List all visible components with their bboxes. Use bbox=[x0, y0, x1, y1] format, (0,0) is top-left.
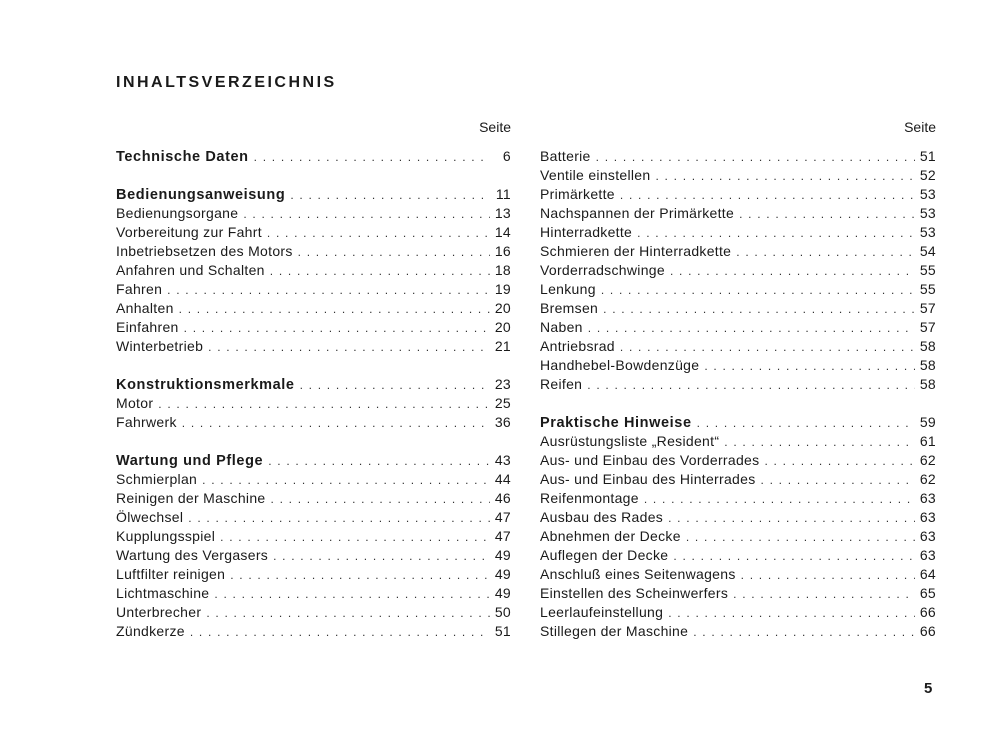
toc-entry-page: 58 bbox=[919, 376, 936, 392]
dot-leader bbox=[214, 585, 489, 604]
toc-entry-label: Einfahren bbox=[116, 319, 179, 335]
toc-entry-page: 46 bbox=[494, 490, 511, 506]
toc-entry-label: Praktische Hinweise bbox=[540, 415, 692, 431]
toc-entry bbox=[116, 242, 511, 261]
toc-entry bbox=[540, 375, 936, 394]
toc-entry bbox=[116, 489, 511, 508]
toc-entry bbox=[540, 584, 936, 603]
dot-leader bbox=[182, 414, 490, 433]
toc-entry-page: 18 bbox=[494, 262, 511, 278]
toc-entry-label: Ausrüstungsliste „Resident“ bbox=[540, 433, 720, 449]
toc-entry-label: Schmieren der Hinterradkette bbox=[540, 243, 732, 259]
toc-entry-label: Leerlaufeinstellung bbox=[540, 604, 664, 620]
toc-entry-page: 43 bbox=[494, 452, 511, 468]
toc-section-heading bbox=[540, 413, 936, 432]
dot-leader bbox=[670, 262, 915, 281]
dot-leader bbox=[601, 281, 915, 300]
dot-leader bbox=[603, 300, 915, 319]
dot-leader bbox=[220, 528, 490, 547]
toc-entry-label: Motor bbox=[116, 395, 154, 411]
toc-entry-page: 51 bbox=[919, 148, 936, 164]
toc-entry-label: Lichtmaschine bbox=[116, 585, 210, 601]
toc-entry-label: Nachspannen der Primärkette bbox=[540, 205, 735, 221]
toc-entry-page: 53 bbox=[919, 186, 936, 202]
toc-entry bbox=[540, 185, 936, 204]
dot-leader bbox=[206, 604, 490, 623]
dot-leader bbox=[739, 205, 915, 224]
toc-entry-page: 54 bbox=[919, 243, 936, 259]
toc-entry-page: 23 bbox=[494, 376, 511, 392]
toc-entry-page: 20 bbox=[494, 319, 511, 335]
dot-leader bbox=[190, 623, 490, 642]
toc-section-heading bbox=[116, 185, 511, 204]
dot-leader bbox=[208, 338, 490, 357]
dot-leader bbox=[741, 566, 915, 585]
toc-entry-label: Stillegen der Maschine bbox=[540, 623, 689, 639]
dot-leader bbox=[637, 224, 915, 243]
toc-entry-page: 62 bbox=[919, 452, 936, 468]
toc-entry-page: 66 bbox=[919, 604, 936, 620]
toc-entry-page: 59 bbox=[919, 414, 936, 430]
toc-entry-page: 66 bbox=[919, 623, 936, 639]
toc-entry bbox=[540, 242, 936, 261]
toc-entry bbox=[540, 508, 936, 527]
dot-leader bbox=[298, 243, 490, 262]
section-spacer bbox=[116, 166, 511, 185]
dot-leader bbox=[230, 566, 490, 585]
toc-entry bbox=[540, 432, 936, 451]
dot-leader bbox=[596, 148, 915, 167]
toc-entry-label: Ölwechsel bbox=[116, 509, 184, 525]
toc-entry bbox=[540, 280, 936, 299]
toc-entry-page: 19 bbox=[494, 281, 511, 297]
toc-entry-page: 52 bbox=[919, 167, 936, 183]
toc-entry bbox=[116, 280, 511, 299]
dot-leader bbox=[158, 395, 490, 414]
dot-leader bbox=[668, 604, 915, 623]
toc-entry bbox=[540, 622, 936, 641]
toc-entry-page: 58 bbox=[919, 338, 936, 354]
toc-entry-label: Lenkung bbox=[540, 281, 596, 297]
toc-entry bbox=[540, 223, 936, 242]
section-spacer bbox=[116, 356, 511, 375]
dot-leader bbox=[271, 490, 490, 509]
toc-entry bbox=[540, 147, 936, 166]
toc-entry-page: 53 bbox=[919, 205, 936, 221]
toc-entry-page: 47 bbox=[494, 509, 511, 525]
dot-leader bbox=[655, 167, 914, 186]
toc-entry-page: 21 bbox=[494, 338, 511, 354]
dot-leader bbox=[686, 528, 915, 547]
toc-entry bbox=[540, 299, 936, 318]
toc-entry-label: Naben bbox=[540, 319, 583, 335]
toc-entry-page: 65 bbox=[919, 585, 936, 601]
toc-entry-label: Konstruktionsmerkmale bbox=[116, 377, 295, 393]
toc-entry bbox=[116, 261, 511, 280]
dot-leader bbox=[644, 490, 915, 509]
toc-entry-page: 14 bbox=[494, 224, 511, 240]
toc-entry bbox=[540, 603, 936, 622]
toc-entries-right bbox=[540, 147, 936, 641]
toc-entry-page: 16 bbox=[494, 243, 511, 259]
toc-entries-left bbox=[116, 147, 511, 641]
toc-entry-page: 58 bbox=[919, 357, 936, 373]
toc-entry-label: Zündkerze bbox=[116, 623, 185, 639]
toc-entry bbox=[540, 204, 936, 223]
toc-entry bbox=[540, 166, 936, 185]
toc-entry bbox=[116, 337, 511, 356]
toc-section-heading bbox=[116, 451, 511, 470]
toc-column-left bbox=[116, 118, 511, 641]
dot-leader bbox=[188, 509, 490, 528]
toc-entry-label: Vorderradschwinge bbox=[540, 262, 665, 278]
toc-entry bbox=[116, 318, 511, 337]
toc-entry-label: Winterbetrieb bbox=[116, 338, 204, 354]
dot-leader bbox=[268, 452, 490, 471]
toc-section-heading bbox=[116, 147, 511, 166]
toc-entry-page: 6 bbox=[502, 148, 511, 164]
toc-entry bbox=[540, 546, 936, 565]
dot-leader bbox=[693, 623, 915, 642]
dot-leader bbox=[243, 205, 489, 224]
toc-entry bbox=[116, 508, 511, 527]
toc-entry-page: 47 bbox=[494, 528, 511, 544]
toc-entry-page: 55 bbox=[919, 262, 936, 278]
toc-entry-page: 62 bbox=[919, 471, 936, 487]
toc-entry bbox=[540, 527, 936, 546]
dot-leader bbox=[697, 414, 915, 433]
toc-entry bbox=[540, 565, 936, 584]
toc-entry-page: 51 bbox=[494, 623, 511, 639]
toc-entry-label: Anschluß eines Seitenwagens bbox=[540, 566, 736, 582]
toc-entry-label: Schmierplan bbox=[116, 471, 198, 487]
section-spacer bbox=[540, 394, 936, 413]
toc-entry-label: Anfahren und Schalten bbox=[116, 262, 265, 278]
toc-entry-page: 63 bbox=[919, 528, 936, 544]
dot-leader bbox=[736, 243, 915, 262]
toc-entry-page: 20 bbox=[494, 300, 511, 316]
dot-leader bbox=[588, 319, 915, 338]
toc-entry-page: 49 bbox=[494, 566, 511, 582]
dot-leader bbox=[202, 471, 490, 490]
toc-entry-label: Aus- und Einbau des Hinterrades bbox=[540, 471, 756, 487]
toc-entry-label: Batterie bbox=[540, 148, 591, 164]
toc-entry-label: Luftfilter reinigen bbox=[116, 566, 226, 582]
toc-entry-label: Bedienungsorgane bbox=[116, 205, 239, 221]
column-header-seite: Seite bbox=[479, 119, 511, 135]
toc-entry-page: 49 bbox=[494, 585, 511, 601]
toc-entry-label: Reifen bbox=[540, 376, 583, 392]
toc-entry bbox=[116, 470, 511, 489]
toc-entry bbox=[540, 451, 936, 470]
toc-entry bbox=[540, 318, 936, 337]
toc-entry-page: 63 bbox=[919, 490, 936, 506]
toc-entry bbox=[540, 261, 936, 280]
toc-entry bbox=[116, 584, 511, 603]
toc-entry-label: Bremsen bbox=[540, 300, 599, 316]
toc-entry-page: 61 bbox=[919, 433, 936, 449]
dot-leader bbox=[764, 452, 914, 471]
toc-entry bbox=[116, 413, 511, 432]
dot-leader bbox=[733, 585, 915, 604]
toc-entry bbox=[116, 565, 511, 584]
toc-entry bbox=[116, 223, 511, 242]
toc-entry-label: Ausbau des Rades bbox=[540, 509, 664, 525]
toc-entry-page: 63 bbox=[919, 547, 936, 563]
toc-entry-label: Fahrwerk bbox=[116, 414, 177, 430]
toc-section-heading bbox=[116, 375, 511, 394]
toc-entry bbox=[540, 489, 936, 508]
toc-entry-label: Inbetriebsetzen des Motors bbox=[116, 243, 293, 259]
toc-entry bbox=[116, 622, 511, 641]
dot-leader bbox=[704, 357, 914, 376]
toc-entry bbox=[116, 546, 511, 565]
toc-entry bbox=[116, 204, 511, 223]
toc-entry-label: Ventile einstellen bbox=[540, 167, 651, 183]
toc-entry-page: 57 bbox=[919, 319, 936, 335]
dot-leader bbox=[270, 262, 490, 281]
section-spacer bbox=[116, 432, 511, 451]
dot-leader bbox=[179, 300, 490, 319]
toc-entry-label: Wartung und Pflege bbox=[116, 453, 264, 469]
toc-entry-label: Technische Daten bbox=[116, 149, 249, 165]
page-number: 5 bbox=[924, 680, 933, 697]
toc-entry-label: Handhebel-Bowdenzüge bbox=[540, 357, 700, 373]
toc-column-right bbox=[540, 118, 936, 641]
toc-entry-page: 63 bbox=[919, 509, 936, 525]
toc-entry-label: Abnehmen der Decke bbox=[540, 528, 681, 544]
toc-entry-label: Fahren bbox=[116, 281, 163, 297]
toc-entry-label: Hinterradkette bbox=[540, 224, 633, 240]
dot-leader bbox=[290, 186, 490, 205]
toc-entry-page: 36 bbox=[494, 414, 511, 430]
toc-entry-label: Aus- und Einbau des Vorderrades bbox=[540, 452, 760, 468]
toc-entry-page: 64 bbox=[919, 566, 936, 582]
toc-entry-page: 25 bbox=[494, 395, 511, 411]
toc-entry-label: Antriebsrad bbox=[540, 338, 615, 354]
toc-entry bbox=[540, 337, 936, 356]
toc-entry-label: Vorbereitung zur Fahrt bbox=[116, 224, 262, 240]
toc-entry-label: Bedienungsanweisung bbox=[116, 187, 286, 203]
toc-entry bbox=[116, 527, 511, 546]
dot-leader bbox=[668, 509, 915, 528]
dot-leader bbox=[724, 433, 915, 452]
toc-entry bbox=[116, 299, 511, 318]
toc-entry-label: Unterbrecher bbox=[116, 604, 202, 620]
toc-entry-label: Primärkette bbox=[540, 186, 615, 202]
toc-entry-page: 44 bbox=[494, 471, 511, 487]
dot-leader bbox=[300, 376, 490, 395]
dot-leader bbox=[620, 186, 915, 205]
toc-entry bbox=[116, 394, 511, 413]
toc-entry bbox=[116, 603, 511, 622]
toc-entry-page: 57 bbox=[919, 300, 936, 316]
toc-entry-label: Einstellen des Scheinwerfers bbox=[540, 585, 729, 601]
toc-entry-page: 13 bbox=[494, 205, 511, 221]
dot-leader bbox=[267, 224, 490, 243]
column-header-seite: Seite bbox=[904, 119, 936, 135]
toc-entry-label: Kupplungsspiel bbox=[116, 528, 216, 544]
toc-entry-page: 49 bbox=[494, 547, 511, 563]
dot-leader bbox=[587, 376, 915, 395]
dot-leader bbox=[254, 148, 490, 167]
toc-entry bbox=[540, 356, 936, 375]
toc-entry-page: 50 bbox=[494, 604, 511, 620]
toc-entry-page: 55 bbox=[919, 281, 936, 297]
page-title: INHALTSVERZEICHNIS bbox=[116, 74, 337, 91]
toc-entry-label: Anhalten bbox=[116, 300, 174, 316]
toc-entry-label: Auflegen der Decke bbox=[540, 547, 669, 563]
dot-leader bbox=[761, 471, 915, 490]
dot-leader bbox=[273, 547, 490, 566]
dot-leader bbox=[167, 281, 490, 300]
dot-leader bbox=[620, 338, 915, 357]
toc-entry-label: Reifenmontage bbox=[540, 490, 639, 506]
toc-entry-page: 11 bbox=[495, 186, 511, 202]
toc-entry bbox=[540, 470, 936, 489]
toc-entry-label: Wartung des Vergasers bbox=[116, 547, 269, 563]
dot-leader bbox=[184, 319, 490, 338]
toc-entry-page: 53 bbox=[919, 224, 936, 240]
dot-leader bbox=[673, 547, 914, 566]
toc-entry-label: Reinigen der Maschine bbox=[116, 490, 266, 506]
